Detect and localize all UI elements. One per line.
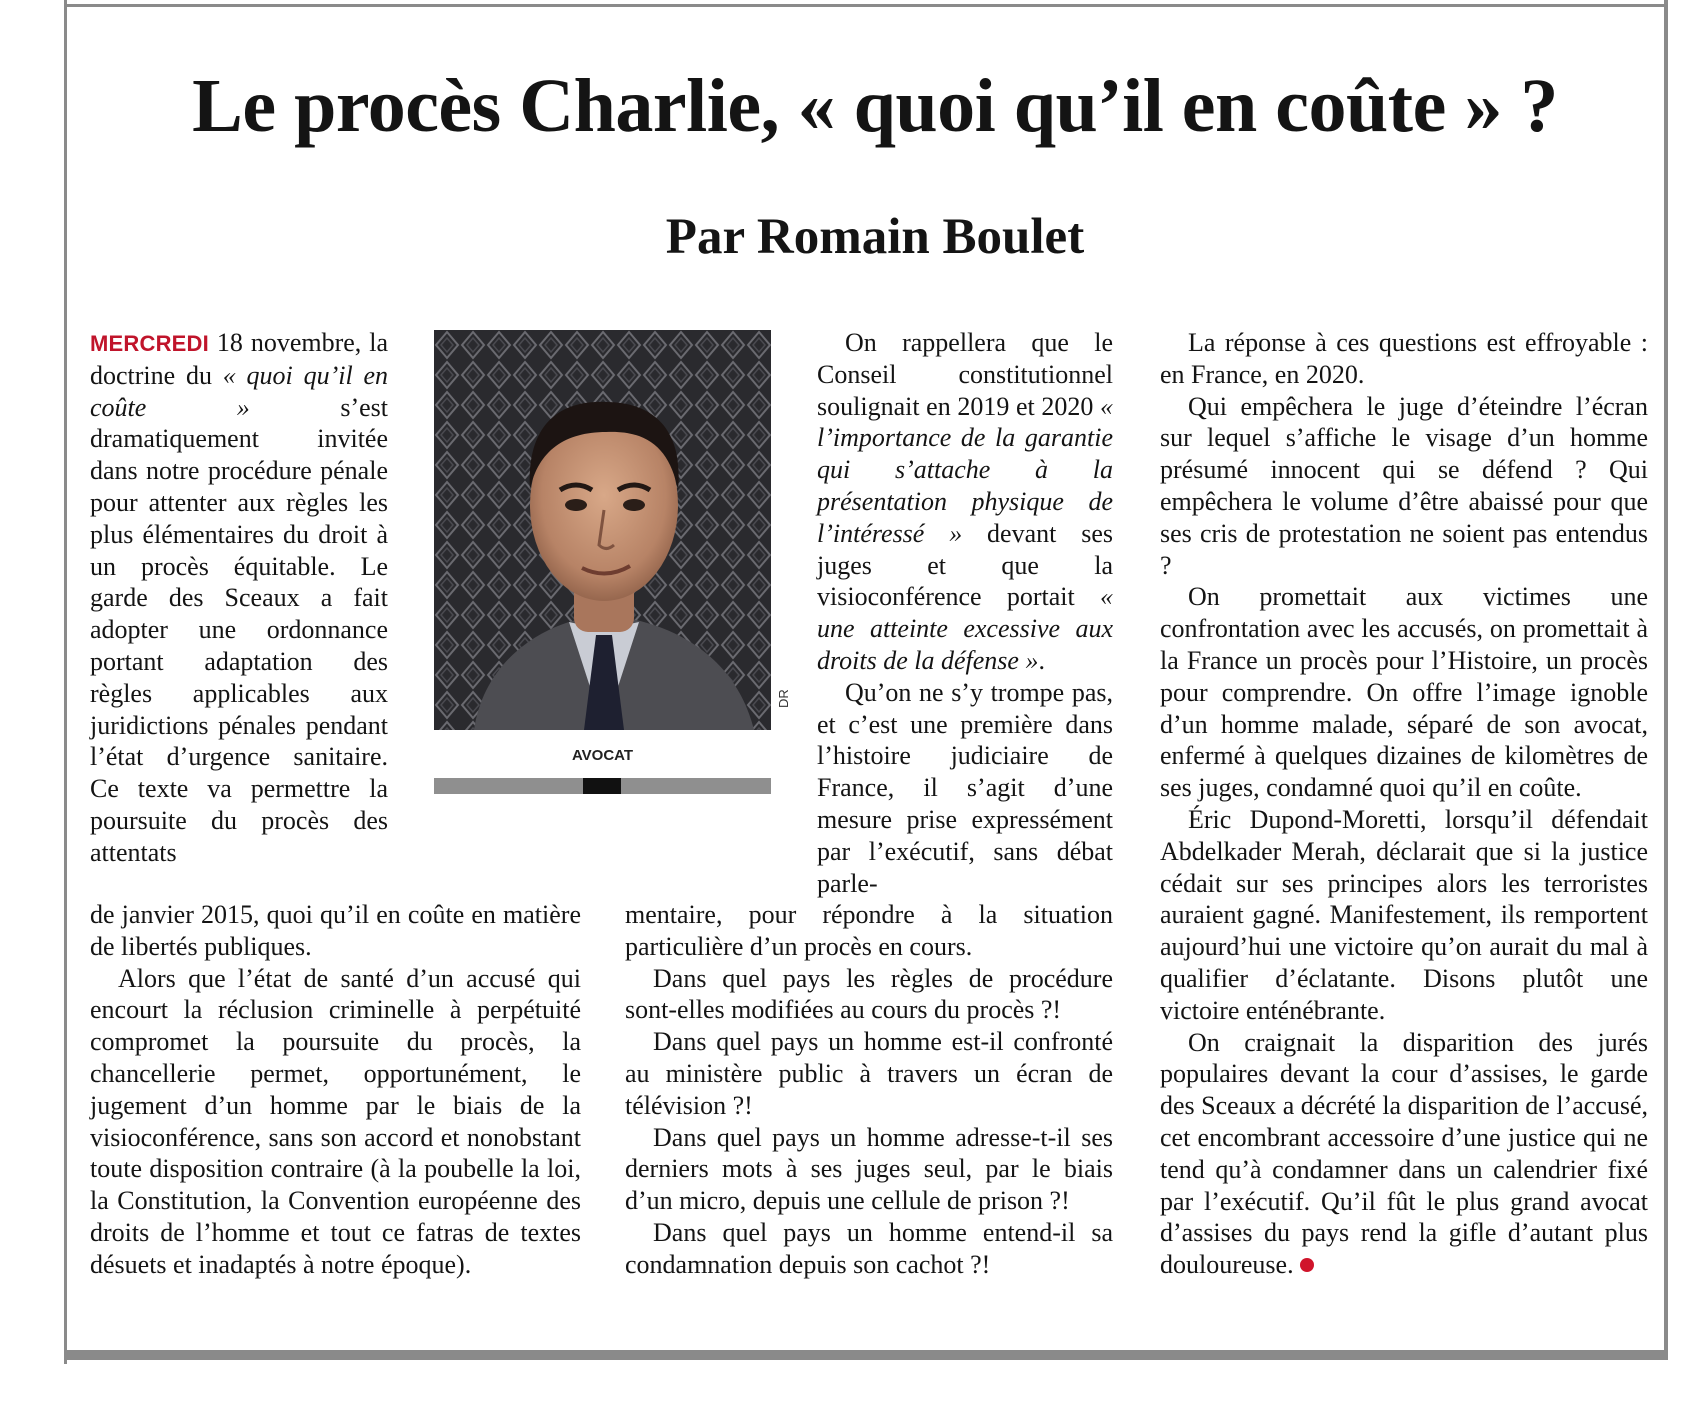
paragraph-8: Dans quel pays un homme entend-il sa condamnation depuis son cachot ?!: [625, 1217, 1113, 1279]
paragraph-1: MERCREDI 18 novembre, la doctrine du « quoi qu’il en coûte » s’est dramatiquement invitée dans notre procédure pénale pour attenter aux règles les plus élémentaires du droit à un procès équitable. Le garde des Sceaux a fait adopter une ordonnance portant adaptation des règles applicables aux juridictions pénales pendant l’état d’urgence sanitaire. Ce texte va permettre la poursuite du procès des attentats: [90, 328, 388, 867]
paragraph-4-continued: mentaire, pour répondre à la situation particulière d’un procès en cours.: [625, 900, 1113, 961]
end-mark-icon: [1300, 1258, 1314, 1272]
frame-bottom-rule: [64, 1350, 1667, 1360]
column-2-bottom: [625, 899, 1113, 1281]
article-headline: Le procès Charlie, « quoi qu’il en coûte » ?: [192, 64, 1558, 148]
frame-right-rule: [1664, 0, 1668, 1360]
paragraph-10: Qui empêchera le juge d’éteindre l’écran sur lequel s’affiche le visage d’un homme présumé innocent qui se défend ? Qui empêchera le volume d’être abaissé pour que ses cris de protestation ne soient pas entendus ?: [1160, 391, 1648, 580]
caption-bar: [434, 778, 771, 794]
paragraph-2: Alors que l’état de santé d’un accusé qui encourt la réclusion criminelle à perpétuité compromet la poursuite du procès, la chancellerie permet, opportunément, le jugement d’un homme par le biais de la visioconférence, sans son accord et nonobstant toute disposition contraire (à la poubelle la loi, la Constitution, la Convention européenne des droits de l’homme et tout ce fatras de textes désuets et inadaptés à notre époque).: [90, 963, 581, 1279]
paragraph-5: Dans quel pays les règles de procédure sont-elles modifiées au cours du procès ?!: [625, 963, 1113, 1025]
portrait-image: [434, 330, 771, 730]
frame-left-rule: [64, 0, 67, 1364]
paragraph-6: Dans quel pays un homme est-il confronté au ministère public à travers un écran de télévision ?!: [625, 1027, 1113, 1120]
paragraph-7: Dans quel pays un homme adresse-t-il ses derniers mots à ses juges seul, par le biais d’un micro, depuis une cellule de prison ?!: [625, 1122, 1113, 1216]
column-3: [1160, 327, 1648, 1281]
column-2-top: [817, 327, 1113, 899]
quote: « une atteinte excessive aux droits de la défense »: [817, 582, 1113, 675]
paragraph-3: On rappellera que le Conseil constitutionnel soulignait en 2019 et 2020 « l’importance de la garantie qui s’attache à la présentation physique de l’intéressé » devant ses juges et que la visioconférence portait « une atteinte excessive aux droits de la défense ».: [817, 328, 1113, 675]
paragraph-9: La réponse à ces questions est effroyable : en France, en 2020.: [1160, 328, 1648, 389]
photo-caption: AVOCAT: [571, 747, 634, 764]
quote: « l’importance de la garantie qui s’attache à la présentation physique de l’intéressé »: [817, 391, 1113, 548]
column-1-top: [90, 327, 388, 869]
paragraph-11: On promettait aux victimes une confrontation avec les accusés, on promettait à la France un procès pour l’Histoire, un procès pour comprendre. On offre l’image ignoble d’un homme malade, séparé de son avocat, enfermé à quelques dizaines de kilomètres de ses juges, condamné quoi qu’il en coûte.: [1160, 582, 1648, 803]
lead-word: MERCREDI: [90, 331, 209, 356]
frame-top-rule: [64, 4, 1667, 7]
photo-credit: DR: [776, 689, 791, 708]
article-byline: Par Romain Boulet: [665, 209, 1085, 265]
paragraph-13: On craignait la disparition des jurés populaires devant la cour d’assises, le garde des Sceaux a décrété la disparition de l’accusé, cet encombrant accessoire d’une justice qui ne tend qu’à condamner dans un calendrier fixé par l’exécutif. Qu’il fût le plus grand avocat d’assises du pays rend la gifle d’autant plus douloureuse.: [1160, 1027, 1648, 1280]
paragraph-12: Éric Dupond-Moretti, lorsqu’il défendait Abdelkader Merah, déclarait que si la justice cédait sur ses principes alors les terroristes auraient gagné. Manifestement, ils remportent aujourd’hui une victoire qu’on aurait du mal à qualifier d’éclatante. Disons plutôt une victoire enténébrante.: [1160, 804, 1648, 1025]
author-photo: [434, 330, 771, 730]
quote: « quoi qu’il en coûte »: [90, 360, 388, 422]
paragraph-1-continued: de janvier 2015, quoi qu’il en coûte en matière de libertés publiques.: [90, 900, 581, 961]
column-1-bottom: [90, 899, 581, 1281]
caption-bar-marker: [583, 778, 621, 794]
paragraph-4: Qu’on ne s’y trompe pas, et c’est une première dans l’histoire judiciaire de France, il s’agit d’une mesure prise expressément par l’exécutif, sans débat parle-: [817, 677, 1113, 898]
